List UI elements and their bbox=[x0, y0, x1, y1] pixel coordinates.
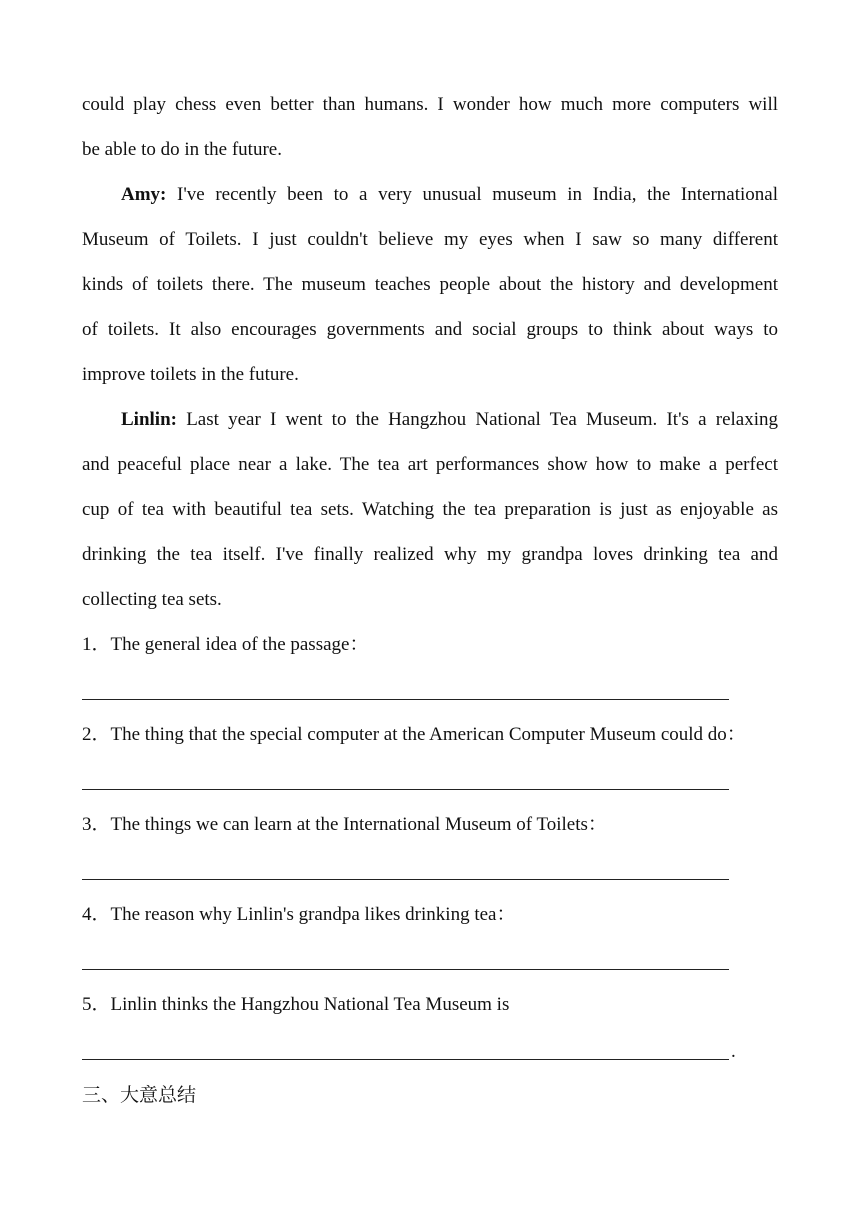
linlin-paragraph-line: cup of tea with beautiful tea sets. Watching the tea preparation is just as enjoyable as bbox=[82, 499, 778, 520]
section-heading: 三、大意总结 bbox=[82, 1084, 197, 1106]
answer-line-1[interactable] bbox=[82, 699, 729, 700]
amy-paragraph-line: Museum of Toilets. I just couldn't believe my eyes when I saw so many different bbox=[82, 229, 778, 250]
amy-paragraph-line: of toilets. It also encourages governments and social groups to think about ways to bbox=[82, 319, 778, 340]
answer-line-4[interactable] bbox=[82, 969, 729, 970]
linlin-paragraph-line: and peaceful place near a lake. The tea art performances show how to make a perfect bbox=[82, 454, 778, 475]
amy-paragraph-first-line bbox=[121, 183, 778, 207]
linlin-paragraph-line: collecting tea sets. bbox=[82, 589, 222, 610]
linlin-paragraph-first-line bbox=[121, 408, 778, 432]
passage-line: be able to do in the future. bbox=[82, 139, 282, 160]
answer-line-3[interactable] bbox=[82, 879, 729, 880]
question-4: 4．The reason why Linlin's grandpa likes drinking tea： bbox=[82, 904, 516, 925]
question-3: 3．The things we can learn at the International Museum of Toilets： bbox=[82, 814, 607, 835]
question-1: 1．The general idea of the passage： bbox=[82, 634, 369, 655]
speaker-amy: Amy: bbox=[121, 184, 167, 205]
answer-end-period: . bbox=[731, 1041, 736, 1062]
linlin-text: Last year I went to the Hangzhou National Tea Museum. It's a relaxing bbox=[176, 409, 778, 430]
amy-text: I've recently been to a very unusual museum in India, the International bbox=[166, 184, 778, 205]
amy-paragraph-line: improve toilets in the future. bbox=[82, 364, 299, 385]
question-5: 5．Linlin thinks the Hangzhou National Tea Museum is bbox=[82, 994, 510, 1015]
speaker-linlin: Linlin: bbox=[121, 409, 177, 430]
amy-paragraph-line: kinds of toilets there. The museum teaches people about the history and development bbox=[82, 274, 778, 295]
question-2: 2．The thing that the special computer at the American Computer Museum could do： bbox=[82, 724, 746, 745]
answer-line-5[interactable] bbox=[82, 1059, 729, 1060]
answer-line-2[interactable] bbox=[82, 789, 729, 790]
linlin-paragraph-line: drinking the tea itself. I've finally realized why my grandpa loves drinking tea and bbox=[82, 544, 778, 565]
passage-line: could play chess even better than humans. I wonder how much more computers will bbox=[82, 94, 778, 115]
